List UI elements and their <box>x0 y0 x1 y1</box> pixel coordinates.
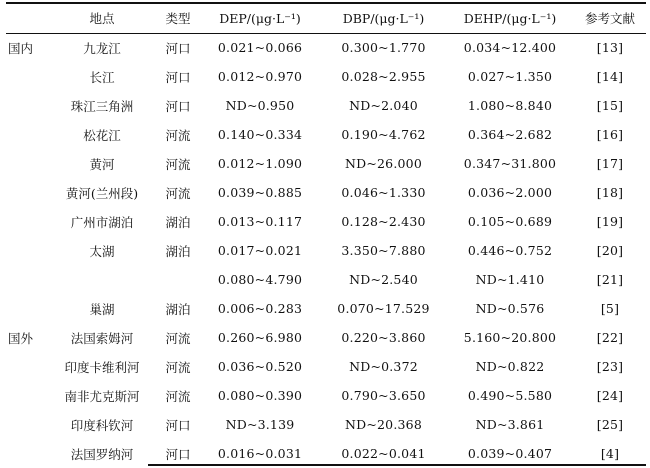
site-cell: 法国索姆河 <box>70 330 134 346</box>
table-row <box>6 62 646 91</box>
reference-cell: [25] <box>596 417 624 432</box>
dehp-range-cell: ND~3.861 <box>475 417 545 432</box>
reference-cell: [23] <box>596 359 624 374</box>
pae-concentration-table <box>6 3 646 468</box>
header-region <box>6 3 47 33</box>
dehp-range-cell: ND~1.410 <box>475 272 545 287</box>
type-cell: 河流 <box>165 388 191 404</box>
dbp-range-cell: 0.190~4.762 <box>341 127 426 142</box>
region-cell <box>6 207 47 236</box>
dep-range-cell: 0.039~0.885 <box>217 185 303 200</box>
dehp-range-cell: 1.080~8.840 <box>467 98 553 113</box>
reference-cell: [17] <box>596 156 624 171</box>
dep-range-cell: 0.021~0.066 <box>217 40 303 55</box>
reference-cell: [13] <box>596 40 624 55</box>
type-cell: 湖泊 <box>165 214 191 230</box>
table-row <box>6 294 646 323</box>
table-row <box>6 33 646 62</box>
dbp-range-cell: 3.350~7.880 <box>341 243 426 258</box>
dep-range-cell: 0.013~0.117 <box>217 214 303 229</box>
site-cell: 黄河 <box>89 156 115 172</box>
dehp-range-cell: 0.105~0.689 <box>467 214 553 229</box>
reference-cell: [21] <box>596 272 624 287</box>
table-row <box>6 439 646 468</box>
region-cell <box>6 178 47 207</box>
region-cell <box>6 439 47 468</box>
region-cell <box>6 91 47 120</box>
dehp-range-cell: 0.364~2.682 <box>467 127 553 142</box>
dehp-range-cell: 5.160~20.800 <box>463 330 557 345</box>
region-cell <box>6 236 47 265</box>
site-cell: 广州市湖泊 <box>70 214 134 230</box>
reference-cell: [14] <box>596 69 624 84</box>
type-cell: 河口 <box>165 40 191 56</box>
table-row <box>6 91 646 120</box>
type-cell: 河口 <box>165 98 191 114</box>
site-cell: 珠江三角洲 <box>70 98 134 114</box>
dehp-range-cell: 0.036~2.000 <box>467 185 553 200</box>
region-cell <box>6 265 47 294</box>
dbp-range-cell: ND~20.368 <box>345 417 422 432</box>
site-cell: 印度卡维利河 <box>64 359 140 375</box>
dbp-range-cell: ND~2.040 <box>349 98 418 113</box>
site-cell: 印度科钦河 <box>70 417 134 433</box>
dbp-range-cell: ND~26.000 <box>345 156 422 171</box>
header-type: 类型 <box>165 11 191 26</box>
type-cell: 河流 <box>165 359 191 375</box>
region-cell <box>6 410 47 439</box>
dehp-range-cell: 0.034~12.400 <box>463 40 557 55</box>
region-cell <box>6 352 47 381</box>
dehp-range-cell: ND~0.576 <box>475 301 545 316</box>
region-cell: 国内 <box>8 40 34 56</box>
reference-cell: [19] <box>596 214 624 229</box>
header-site: 地点 <box>89 11 115 26</box>
dbp-range-cell: 0.028~2.955 <box>341 69 426 84</box>
dep-range-cell: 0.260~6.980 <box>217 330 303 345</box>
type-cell: 湖泊 <box>165 243 191 259</box>
site-cell: 南非尤克斯河 <box>64 388 140 404</box>
reference-cell: [22] <box>596 330 624 345</box>
region-cell <box>6 149 47 178</box>
table-row <box>6 236 646 265</box>
dehp-range-cell: 0.490~5.580 <box>467 388 553 403</box>
site-cell: 黄河(兰州段) <box>65 185 139 201</box>
header-dep: DEP/(μg·L⁻¹) <box>219 10 301 26</box>
reference-cell: [18] <box>596 185 624 200</box>
region-cell <box>6 294 47 323</box>
region-cell <box>6 381 47 410</box>
dehp-range-cell: 0.347~31.800 <box>463 156 557 171</box>
type-cell: 河流 <box>165 127 191 143</box>
dbp-range-cell: 0.128~2.430 <box>341 214 426 229</box>
dbp-range-cell: 0.220~3.860 <box>341 330 426 345</box>
type-cell: 河流 <box>165 330 191 346</box>
type-cell <box>157 265 199 294</box>
dehp-range-cell: ND~0.822 <box>475 359 545 374</box>
header-row <box>6 3 646 33</box>
site-cell: 长江 <box>89 69 115 85</box>
table-row <box>6 120 646 149</box>
table-row <box>6 352 646 381</box>
site-cell: 松花江 <box>83 127 121 143</box>
dbp-range-cell: 0.070~17.529 <box>337 301 430 316</box>
type-cell: 河流 <box>165 185 191 201</box>
header-reference: 参考文献 <box>584 11 635 26</box>
dbp-range-cell: 0.046~1.330 <box>341 185 426 200</box>
dbp-range-cell: 0.790~3.650 <box>341 388 426 403</box>
type-cell: 河流 <box>165 156 191 172</box>
table-row <box>6 381 646 410</box>
site-cell: 法国罗纳河 <box>70 446 134 462</box>
reference-cell: [5] <box>600 301 620 316</box>
dbp-range-cell: 0.300~1.770 <box>341 40 426 55</box>
dep-range-cell: 0.080~4.790 <box>217 272 303 287</box>
dehp-range-cell: 0.027~1.350 <box>467 69 553 84</box>
reference-cell: [16] <box>596 127 624 142</box>
dbp-range-cell: ND~0.372 <box>349 359 418 374</box>
header-dbp: DBP/(μg·L⁻¹) <box>342 10 425 26</box>
reference-cell: [4] <box>600 446 620 461</box>
dep-range-cell: 0.017~0.021 <box>217 243 303 258</box>
site-cell <box>47 265 157 294</box>
dep-range-cell: 0.016~0.031 <box>217 446 303 461</box>
region-cell <box>6 62 47 91</box>
header-dehp: DEHP/(μg·L⁻¹) <box>463 10 557 26</box>
region-cell <box>6 120 47 149</box>
dep-range-cell: 0.006~0.283 <box>217 301 303 316</box>
dep-range-cell: 0.036~0.520 <box>217 359 303 374</box>
type-cell: 河口 <box>165 417 191 433</box>
dep-range-cell: 0.012~0.970 <box>217 69 303 84</box>
table-row <box>6 207 646 236</box>
reference-cell: [24] <box>596 388 624 403</box>
table-row <box>6 410 646 439</box>
reference-cell: [15] <box>596 98 624 113</box>
table-row <box>6 178 646 207</box>
site-cell: 太湖 <box>89 243 115 259</box>
table-body <box>6 33 646 468</box>
dep-range-cell: 0.140~0.334 <box>217 127 303 142</box>
dep-range-cell: 0.012~1.090 <box>217 156 303 171</box>
dehp-range-cell: 0.446~0.752 <box>467 243 553 258</box>
reference-cell: [20] <box>596 243 624 258</box>
site-cell: 巢湖 <box>89 301 115 317</box>
type-cell: 湖泊 <box>165 301 191 317</box>
table-row <box>6 149 646 178</box>
dep-range-cell: ND~0.950 <box>225 98 295 113</box>
dbp-range-cell: 0.022~0.041 <box>341 446 426 461</box>
region-cell: 国外 <box>8 330 34 346</box>
site-cell: 九龙江 <box>83 40 121 56</box>
table-row <box>6 265 646 294</box>
dehp-range-cell: 0.039~0.407 <box>467 446 553 461</box>
type-cell: 河口 <box>165 446 191 462</box>
table-row <box>6 323 646 352</box>
dep-range-cell: ND~3.139 <box>225 417 295 432</box>
dbp-range-cell: ND~2.540 <box>349 272 418 287</box>
type-cell: 河口 <box>165 69 191 85</box>
dep-range-cell: 0.080~0.390 <box>217 388 303 403</box>
